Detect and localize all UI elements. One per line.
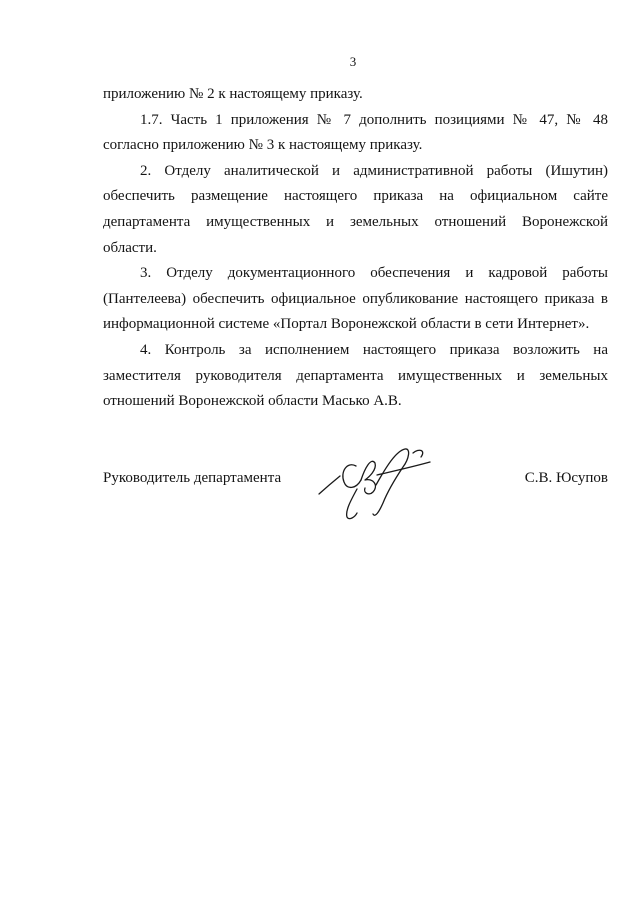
signatory-position: Руководитель департамента — [103, 470, 282, 486]
text-line: согласно приложению № 3 к настоящему приказу. — [103, 137, 423, 154]
text-line: обеспечить размещение настоящего приказа на официальном сайте — [103, 188, 608, 205]
paragraph-1-7 — [103, 108, 608, 159]
document-body — [103, 82, 608, 415]
text-line: 3. Отделу документационного обеспечения и кадровой работы — [140, 265, 608, 282]
text-line: приложению № 2 к настоящему приказу. — [103, 86, 363, 102]
text-line: 4. Контроль за исполнением настоящего приказа возложить на — [140, 341, 608, 358]
page-number: 3 — [349, 54, 357, 69]
paragraph-3 — [103, 261, 608, 338]
text-line: 1.7. Часть 1 приложения № 7 дополнить позициями № 47, № 48 — [140, 111, 608, 128]
paragraph-4 — [103, 338, 608, 415]
paragraph-2 — [103, 159, 608, 261]
text-line: департамента имущественных и земельных отношений Воронежской — [103, 213, 608, 230]
text-line: 2. Отделу аналитической и административной работы (Ишутин) — [140, 162, 608, 179]
text-line: заместителя руководителя департамента имущественных и земельных — [103, 367, 608, 384]
signatory-name: С.В. Юсупов — [524, 470, 608, 486]
text-line: (Пантелеева) обеспечить официальное опубликование настоящего приказа в — [103, 290, 608, 307]
text-line: отношений Воронежской области Масько А.В. — [103, 393, 402, 410]
text-line: информационной системе «Портал Воронежской области в сети Интернет». — [103, 316, 590, 333]
text-line: области. — [103, 239, 157, 256]
handwritten-signature — [316, 444, 438, 524]
paragraph — [103, 82, 608, 108]
